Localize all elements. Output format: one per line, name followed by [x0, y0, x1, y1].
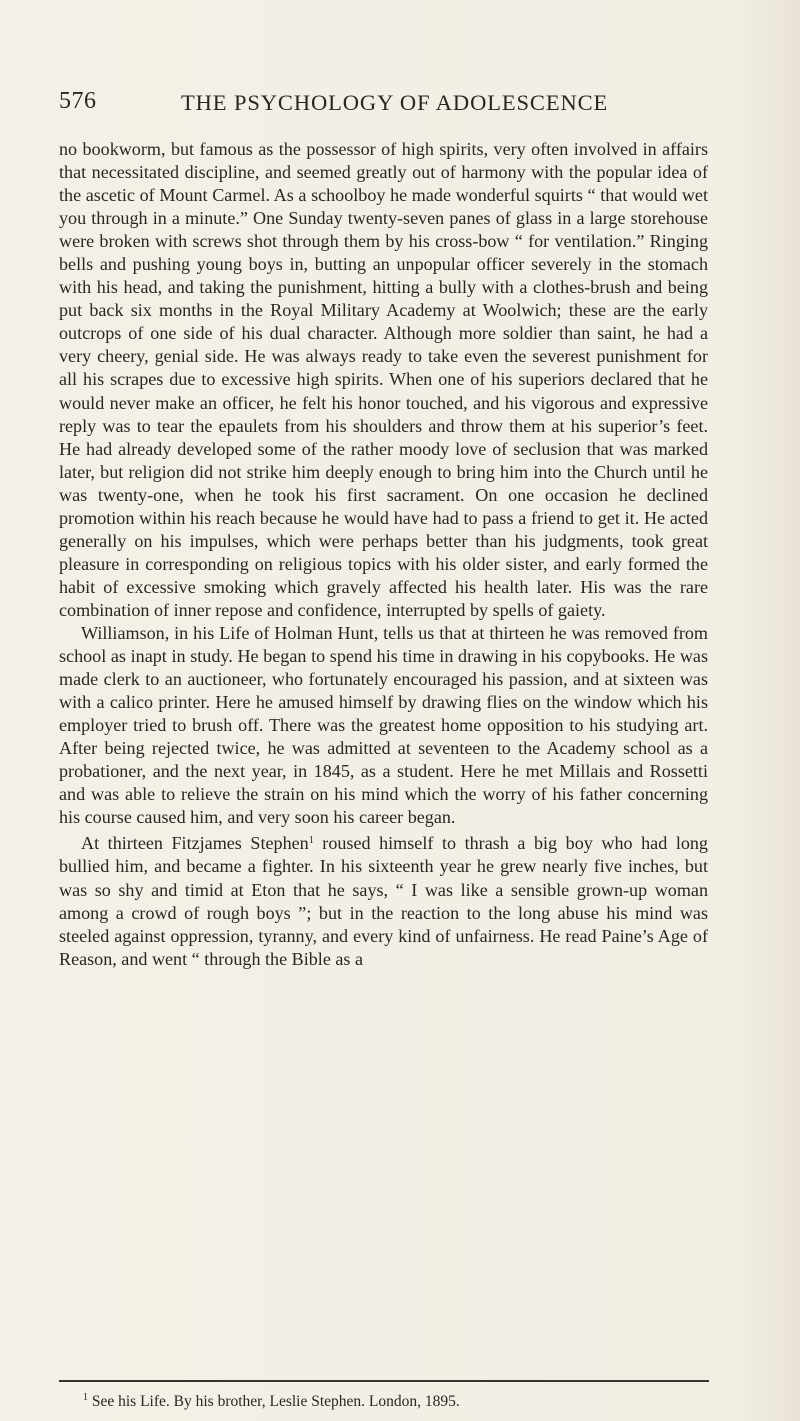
footnote-divider — [59, 1380, 709, 1382]
running-title: THE PSYCHOLOGY OF ADOLESCENCE — [181, 90, 609, 115]
footnote-marker: 1 — [83, 1392, 88, 1403]
page-header — [59, 88, 759, 122]
body-text — [59, 138, 708, 971]
paragraph-text-end: roused himself to thrash a big boy who had long bullied him, and became a fighter. In his sixteenth year he grew nearly five inches, but was so shy and timid at Eton that he says, “ I was like a sensible grown-up woman among a crowd of rough boys ”; but in the reaction to the long abuse his mind was steeled against oppression, tyranny, and every kind of unfairness. He read Paine’s Age of Reason, and went “ through the Bible as a — [59, 833, 708, 969]
page-number: 576 — [59, 88, 97, 114]
footnote-text: See his Life. By his brother, Leslie Stephen. London, 1895. — [88, 1393, 460, 1410]
paragraph-stephen — [59, 829, 708, 970]
paragraph-continued: no bookworm, but famous as the possessor of high spirits, very often involved in affairs that necessitated discipline, and seemed greatly out of harmony with the popular idea of the ascetic of Mount Carmel. As a schoolboy he made wonderful squirts “ that would wet you through in a minute.” One Sunday twenty-seven panes of glass in a large storehouse were broken with screws shot through them by his cross-bow “ for ventilation.” Ringing bells and pushing young boys in, butting an unpopular officer severely in the stomach with his head, and taking the punishment, hitting a bully with a clothes-brush and being put back six months in the Royal Military Academy at Woolwich; these are the early outcrops of one side of his dual character. Although more soldier than saint, he had a very cheery, genial side. He was always ready to take even the severest punishment for all his scrapes due to excessive high spirits. When one of his superiors declared that he would never make an officer, he felt his honor touched, and his vigorous and expressive reply was to tear the epaulets from his shoulders and throw them at his superior’s feet. He had already developed some of the rather moody love of seclusion that was marked later, but religion did not strike him deeply enough to bring him into the Church until he was twenty-one, when he took his first sacrament. On one occasion he declined promotion within his reach because he would have had to pass a friend to get it. He acted generally on his impulses, which were perhaps better than his judgments, took great pleasure in corresponding on religious topics with his older sister, and early formed the habit of excessive smoking which gravely affected his health later. His was the rare combination of inner repose and confidence, interrupted by spells of gaiety. — [59, 139, 708, 620]
footnote — [83, 1388, 708, 1411]
footnote-reference: 1 — [308, 835, 314, 847]
paragraph-text-start: At thirteen Fitzjames Stephen — [81, 833, 309, 854]
paragraph-williamson: Williamson, in his Life of Holman Hunt, tells us that at thirteen he was removed from school as inapt in study. He began to spend his time in drawing in his copybooks. He was made clerk to an auctioneer, who fortunately encouraged his passion, and at sixteen was with a calico printer. Here he amused himself by drawing flies on the window which his employer tried to brush off. There was the greatest home opposition to his studying art. After being rejected twice, he was admitted at seventeen to the Academy school as a probationer, and the next year, in 1845, as a student. Here he met Millais and Rossetti and was able to relieve the strain on his mind which the worry of his father concerning his course caused him, and very soon his career began. — [59, 622, 708, 828]
